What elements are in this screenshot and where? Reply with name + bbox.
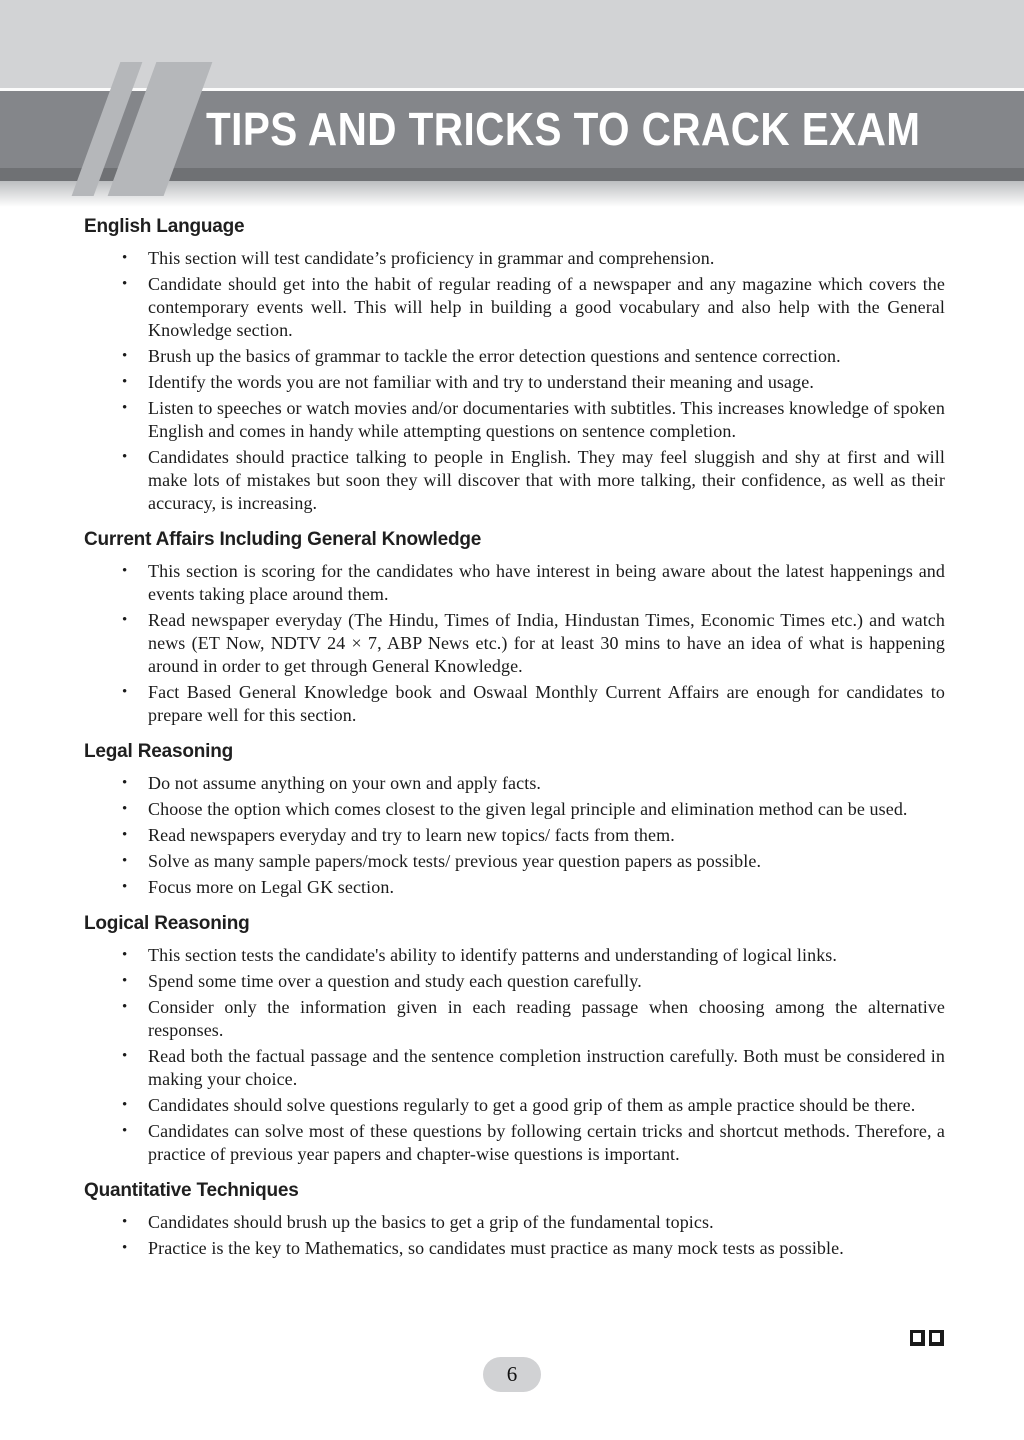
bullet-list [84,772,945,899]
bullet-item: • Fact Based General Knowledge book and Oswaal Monthly Current Affairs are enough for candidates to prepare well for this section. [84,681,945,727]
section-heading: Logical Reasoning [84,913,250,934]
document-body [84,216,945,1263]
section-english-language [84,216,945,515]
bullet-item: • Listen to speeches or watch movies and/or documentaries with subtitles. This increases knowledge of spoken English and comes in handy while attempting questions on sentence completion. [84,397,945,443]
section-current-affairs [84,529,945,727]
bullet-item: • Identify the words you are not familiar with and try to understand their meaning and usage. [84,371,945,394]
bullet-item: • Solve as many sample papers/mock tests/ previous year question papers as possible. [84,850,945,873]
bullet-list [84,1211,945,1260]
bullet-list [84,247,945,515]
bullet-list [84,560,945,727]
bullet-item: • Brush up the basics of grammar to tackle the error detection questions and sentence correction. [84,345,945,368]
bullet-item: • This section tests the candidate's ability to identify patterns and understanding of logical links. [84,944,945,967]
end-of-chapter-marker [906,1330,944,1351]
bullet-item: • Candidates can solve most of these questions by following certain tricks and shortcut methods. Therefore, a practice of previous year papers and chapter-wise questions is important. [84,1120,945,1166]
bullet-item: • Read newspaper everyday (The Hindu, Times of India, Hindustan Times, Economic Times etc.) and watch news (ET Now, NDTV 24 × 7, ABP News etc.) for at least 30 mins to have an idea of what is happening around in order to get through General Knowledge. [84,609,945,678]
bullet-item: • Read newspapers everyday and try to learn new topics/ facts from them. [84,824,945,847]
section-heading: English Language [84,216,245,237]
page-title: TIPS AND TRICKS TO CRACK EXAM [206,103,921,155]
page-number-badge [483,1357,541,1392]
bullet-item: • Choose the option which comes closest to the given legal principle and elimination method can be used. [84,798,945,821]
section-heading: Legal Reasoning [84,741,234,762]
page-number: 6 [506,1362,518,1386]
bullet-item: • This section is scoring for the candidates who have interest in being aware about the latest happenings and events taking place around them. [84,560,945,606]
section-heading: Current Affairs Including General Knowledge [84,529,482,550]
bullet-item: • Candidates should brush up the basics to get a grip of the fundamental topics. [84,1211,945,1234]
end-square-icon [929,1330,944,1346]
bullet-item: • Spend some time over a question and study each question carefully. [84,970,945,993]
bullet-item: • Do not assume anything on your own and apply facts. [84,772,945,795]
bullet-item: • Candidates should solve questions regularly to get a good grip of them as ample practice should be there. [84,1094,945,1117]
section-heading: Quantitative Techniques [84,1180,299,1201]
bullet-item: • This section will test candidate’s proficiency in grammar and comprehension. [84,247,945,270]
bullet-item: • Read both the factual passage and the sentence completion instruction carefully. Both must be considered in making your choice. [84,1045,945,1091]
bullet-item: • Candidate should get into the habit of regular reading of a newspaper and any magazine which covers the contemporary events well. This will help in building a good vocabulary and also help with the General Knowledge section. [84,273,945,342]
section-logical-reasoning [84,913,945,1166]
bullet-item: • Candidates should practice talking to people in English. They may feel sluggish and shy at first and will make lots of mistakes but soon they will discover that with more talking, their confidence, as well as their accuracy, is increasing. [84,446,945,515]
section-legal-reasoning [84,741,945,899]
bullet-item: • Focus more on Legal GK section. [84,876,945,899]
section-quantitative-techniques [84,1180,945,1260]
bullet-item: • Practice is the key to Mathematics, so candidates must practice as many mock tests as possible. [84,1237,945,1260]
end-square-icon [910,1330,925,1346]
bullet-item: • Consider only the information given in each reading passage when choosing among the alternative responses. [84,996,945,1042]
bullet-list [84,944,945,1166]
